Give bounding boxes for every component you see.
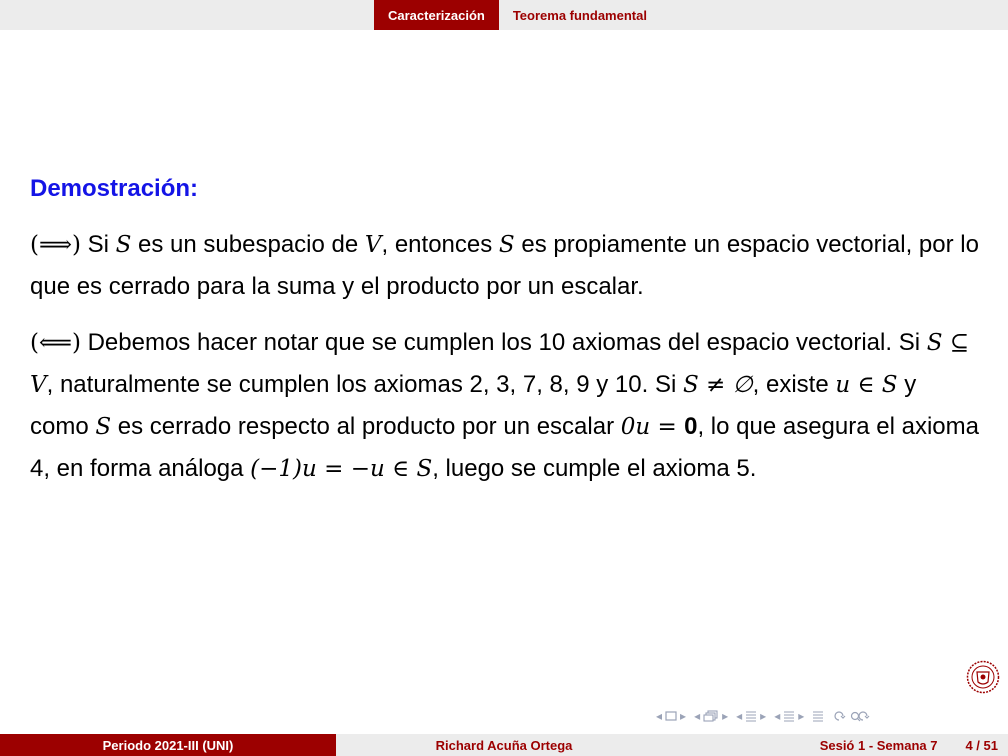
nav-section-teorema-fundamental[interactable]: Teorema fundamental <box>512 7 647 23</box>
search-icon[interactable] <box>849 710 875 722</box>
frame-nav-group <box>656 706 686 726</box>
footer-author: Richard Acuña Ortega <box>336 734 672 756</box>
arrow-left-icon[interactable]: ◂ <box>736 709 743 723</box>
section-navigation <box>374 0 661 30</box>
backward-direction-paragraph: (⟸) Debemos hacer notar que se cumplen los 10 axiomas del espacio vectorial. Si S ⊆ V, naturalmente se cumplen los axiomas 2, 3, 7, 8, 9 y 10. Si S ≠ ∅, existe u ∈ S y como S es cerrado respecto al producto por un escalar 0u = 0, lo que asegura el axioma 4, en forma análoga (−1)u = −u ∈ S, luego se cumple el axioma 5. <box>30 329 979 482</box>
footer-bar <box>0 734 1008 756</box>
arrow-right-icon[interactable]: ▸ <box>722 709 729 723</box>
document-icon[interactable] <box>783 710 795 722</box>
arrow-right-icon[interactable]: ▸ <box>760 709 767 723</box>
university-seal-logo <box>966 660 1000 694</box>
implied-by-arrow: (⟸) <box>30 330 81 356</box>
appendix-icon[interactable] <box>812 710 824 722</box>
slide-content <box>30 168 980 490</box>
frame-icon[interactable] <box>665 711 677 721</box>
section-nav-group <box>736 706 766 726</box>
search-nav-group <box>832 710 875 722</box>
document-nav-group <box>774 706 804 726</box>
subsection-nav-group <box>694 706 728 726</box>
subsection-icon[interactable] <box>703 710 719 722</box>
appendix-nav-group <box>812 710 824 722</box>
arrow-right-icon[interactable]: ▸ <box>680 709 687 723</box>
section-icon[interactable] <box>745 710 757 722</box>
arrow-left-icon[interactable]: ◂ <box>774 709 781 723</box>
implies-arrow: (⟹) <box>30 232 81 258</box>
footer-session <box>672 734 1008 756</box>
footer-session-label: Sesió 1 - Semana 7 <box>819 737 938 753</box>
proof-heading: Demostración: <box>30 175 199 202</box>
arrow-left-icon[interactable]: ◂ <box>656 709 663 723</box>
arrow-left-icon[interactable]: ◂ <box>694 709 701 723</box>
back-forward-loop-icon[interactable] <box>832 710 846 722</box>
forward-direction-paragraph: (⟹) Si S es un subespacio de V, entonces S es propiamente un espacio vectorial, por lo que es cerrado para la suma y el producto por un escalar. <box>30 231 979 300</box>
footer-page-number: 4 / 51 <box>965 737 998 753</box>
nav-section-caracterizacion[interactable]: Caracterización <box>374 0 499 30</box>
navigation-symbols <box>656 706 881 726</box>
arrow-right-icon[interactable]: ▸ <box>798 709 805 723</box>
footer-period: Periodo 2021-III (UNI) <box>0 734 336 756</box>
